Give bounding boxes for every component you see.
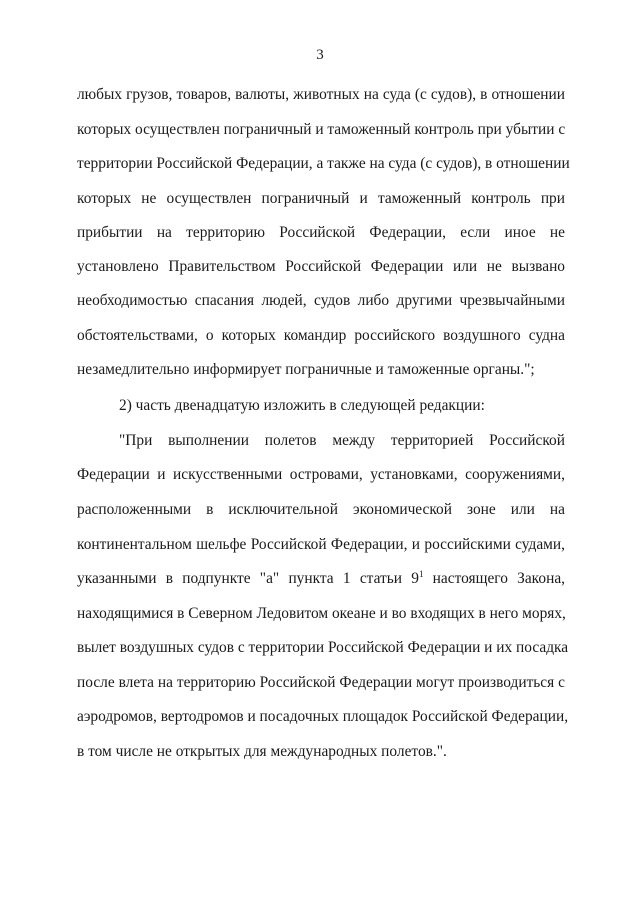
text-line: вылет воздушных судов с территории Российской Федерации и их посадка	[77, 639, 569, 656]
text-line: "При выполнении полетов между территорией Российской	[119, 432, 565, 449]
text-line: 2) часть двенадцатую изложить в следующей редакции:	[119, 397, 485, 414]
text-line: Федерации и искусственными островами, установками, сооружениями,	[77, 466, 565, 483]
text-line: в том числе не открытых для международных полетов.".	[77, 743, 447, 760]
text-line: находящимися в Северном Ледовитом океане и во входящих в него морях,	[77, 605, 566, 622]
text-line	[77, 569, 565, 589]
text-line: которых не осуществлен пограничный и таможенный контроль при	[77, 190, 565, 207]
text-line: расположенными в исключительной экономической зоне или на	[77, 501, 565, 518]
text-line: аэродромов, вертодромов и посадочных площадок Российской Федерации,	[77, 708, 569, 725]
text-line: континентальном шельфе Российской Федерации, и российскими судами,	[77, 536, 565, 553]
text-segment: настоящего Закона,	[423, 570, 565, 587]
text-line: территории Российской Федерации, а также на суда (с судов), в отношении	[77, 155, 570, 172]
page-number: 3	[316, 47, 324, 63]
text-line: после влета на территорию Российской Федерации могут производиться с	[77, 674, 565, 691]
text-line: установлено Правительством Российской Федерации или не вызвано	[77, 258, 565, 275]
text-line: любых грузов, товаров, валюты, животных на суда (с судов), в отношении	[77, 86, 565, 103]
text-line: незамедлительно информирует пограничные и таможенные органы.";	[77, 361, 535, 378]
text-segment: указанными в подпункте "а" пункта 1 статьи 9	[77, 570, 419, 587]
text-line: обстоятельствами, о которых командир российского воздушного судна	[77, 327, 565, 344]
text-line: прибытии на территорию Российской Федерации, если иное не	[77, 224, 565, 241]
superscript: 1	[418, 569, 424, 579]
text-line: которых осуществлен пограничный и таможенный контроль при убытии с	[77, 121, 566, 138]
text-line: необходимостью спасания людей, судов либо другими чрезвычайными	[77, 292, 565, 309]
